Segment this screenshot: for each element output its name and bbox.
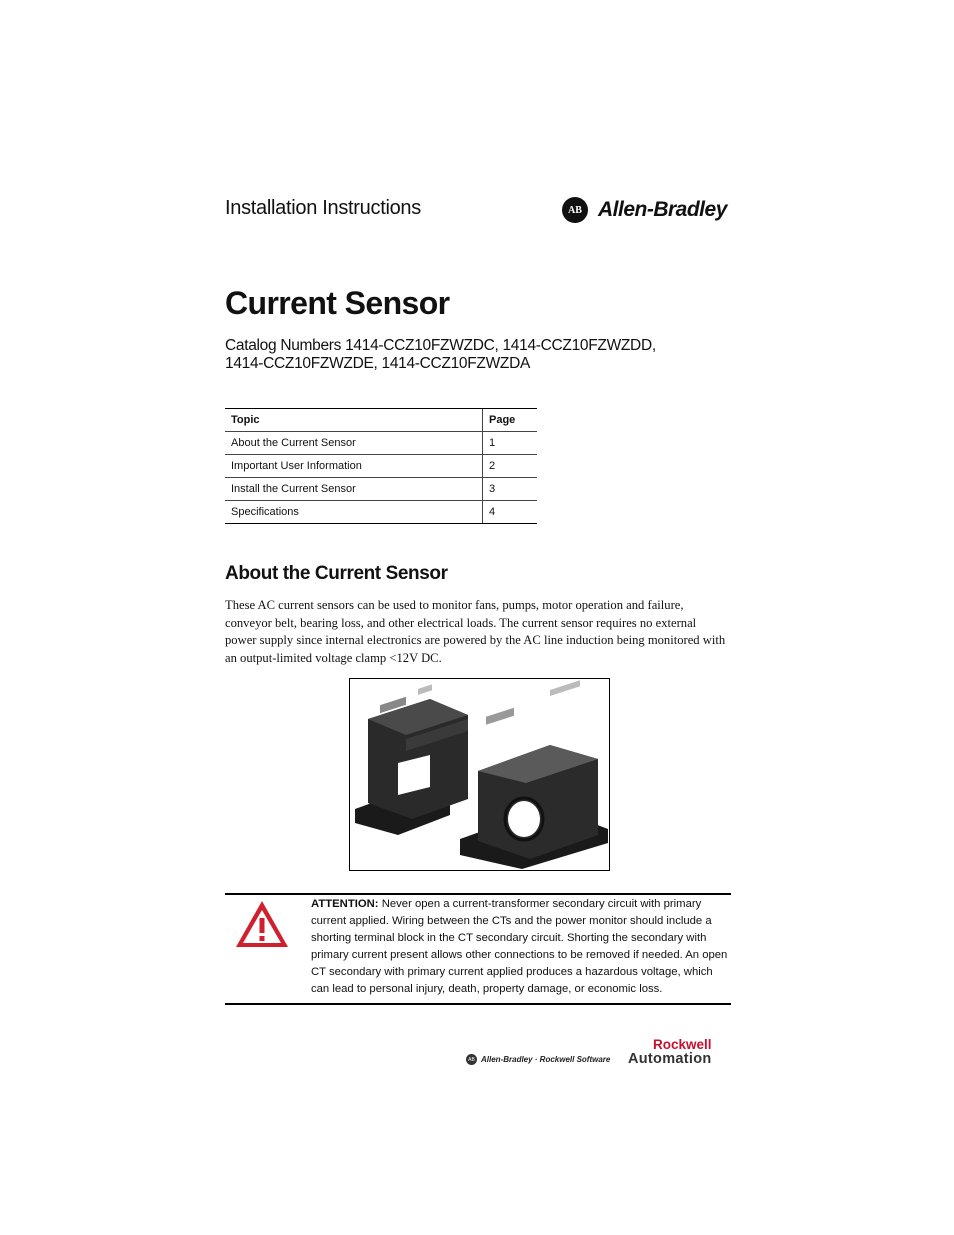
warning-triangle-icon bbox=[234, 898, 290, 950]
table-row bbox=[225, 455, 537, 478]
attention-message: Never open a current-transformer secondary circuit with primary current applied. Wiring between the CTs and the power monitor should include a shorting terminal block in the CT secondary circuit. Shorting the secondary with primary current present allows other connections to be removed if needed. An open CT secondary with primary current applied produces a hazardous voltage, which can lead to personal injury, death, property damage, or economic loss. bbox=[311, 898, 728, 995]
allen-bradley-logo: AB bbox=[562, 197, 588, 223]
footer-brands: Allen-Bradley · Rockwell Software bbox=[481, 1055, 611, 1064]
page-cell: 1 bbox=[483, 432, 538, 455]
catalog-numbers bbox=[225, 337, 656, 373]
table-header-row bbox=[225, 409, 537, 432]
footer-ab-logo: AB bbox=[466, 1054, 477, 1065]
brand-name: Allen-Bradley bbox=[598, 198, 727, 221]
page-cell: 3 bbox=[483, 478, 538, 501]
topic-cell: About the Current Sensor bbox=[225, 432, 483, 455]
automation-text: Automation bbox=[628, 1051, 712, 1067]
topic-cell: Install the Current Sensor bbox=[225, 478, 483, 501]
table-row bbox=[225, 432, 537, 455]
sensor-illustration bbox=[350, 679, 609, 870]
document-type: Installation Instructions bbox=[225, 197, 421, 219]
page-cell: 4 bbox=[483, 501, 538, 524]
catalog-line-2: 1414-CCZ10FZWZDE, 1414-CCZ10FZWZDA bbox=[225, 355, 531, 372]
page-header: Page bbox=[483, 409, 538, 432]
section-heading: About the Current Sensor bbox=[225, 563, 448, 584]
rockwell-automation-logo bbox=[628, 1038, 712, 1066]
page-title: Current Sensor bbox=[225, 285, 450, 321]
current-sensor-photo bbox=[349, 678, 610, 871]
topic-header: Topic bbox=[225, 409, 483, 432]
page-cell: 2 bbox=[483, 455, 538, 478]
topic-cell: Important User Information bbox=[225, 455, 483, 478]
attention-text bbox=[311, 896, 731, 998]
topic-cell: Specifications bbox=[225, 501, 483, 524]
catalog-line-1: Catalog Numbers 1414-CCZ10FZWZDC, 1414-CCZ10FZWZDD, bbox=[225, 337, 656, 354]
about-body-text: These AC current sensors can be used to monitor fans, pumps, motor operation and failure, conveyor belt, bearing loss, and other electrical loads. The current sensor requires no external power supply since internal electronics are powered by the AC line induction being monitored with an output-limited voltage clamp <12V DC. bbox=[225, 598, 726, 665]
topic-table bbox=[225, 408, 537, 524]
table-row bbox=[225, 501, 537, 524]
table-row bbox=[225, 478, 537, 501]
attention-label: ATTENTION: bbox=[311, 898, 379, 910]
rockwell-text: Rockwell bbox=[653, 1037, 712, 1052]
